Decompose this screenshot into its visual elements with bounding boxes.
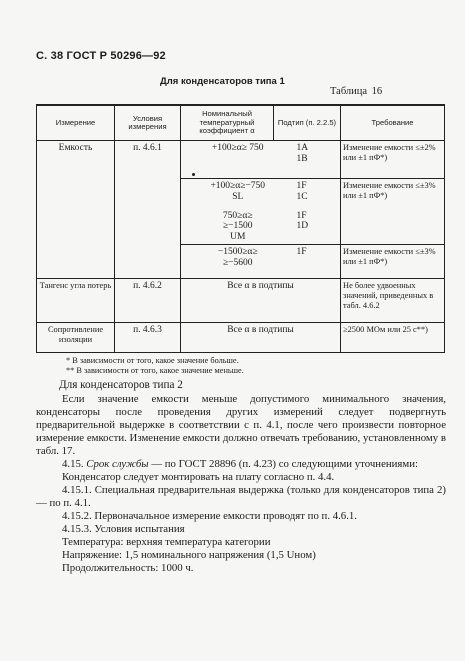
- p415-title: Срок службы: [86, 458, 149, 470]
- cell-coefficient: +100≥α≥−750 SL: [181, 179, 295, 209]
- cell-requirement: Не более удвоенных значений, приведенных в табл. 4.6.2: [341, 279, 445, 323]
- col-header-measurement: Измерение: [37, 105, 115, 141]
- col-header-requirement: Требование: [341, 105, 445, 141]
- footnote-2: ** В зависимости от того, какое значение меньше.: [66, 366, 244, 375]
- cell-subtype: 1А 1В: [295, 141, 341, 179]
- paragraph-4-15-3: 4.15.3. Условия испытания: [62, 523, 185, 535]
- cell-requirement: ≥2500 МОм или 25 с**): [341, 323, 445, 353]
- table-row: [37, 245, 445, 279]
- table-mark: [192, 173, 195, 176]
- body-text: [36, 379, 446, 575]
- col-header-coefficient: Номинальный температурный коэффициент α: [181, 105, 274, 141]
- paragraph-4-15: [36, 458, 446, 471]
- table-row: [37, 141, 445, 179]
- paragraph-4-15-2: 4.15.2. Первоначальное измерение емкости проводят по п. 4.6.1.: [62, 510, 358, 522]
- p415-text: — по ГОСТ 28896 (п. 4.23) со следующими уточнениями:: [148, 458, 419, 470]
- type2-heading: Для конденсаторов типа 2: [59, 379, 183, 391]
- footnote-1: * В зависимости от того, какое значение больше.: [66, 356, 239, 365]
- requirements-table: [36, 104, 445, 353]
- table-caption: [330, 86, 382, 97]
- test-duration: Продолжительность: 1000 ч.: [62, 562, 194, 574]
- cell-subtype: 1F 1D: [295, 209, 341, 245]
- cell-coefficient: 750≥α≥ ≥−1500 UM: [181, 209, 295, 245]
- col-header-subtype: Подтип (п. 2.2.5): [274, 105, 341, 141]
- table-row: [37, 179, 445, 209]
- col-header-condition: Условия измерения: [115, 105, 181, 141]
- table-number: 16: [371, 86, 383, 97]
- cell-subtype: 1F: [295, 245, 341, 279]
- paragraph-mount: Конденсатор следует монтировать на плату согласно п. 4.4.: [62, 471, 335, 483]
- cell-condition: п. 4.6.1: [115, 141, 181, 179]
- table-header-row: [37, 105, 445, 141]
- cell-coefficient: Все α в подтипы: [181, 323, 341, 353]
- cell-requirement: Изменение емкости ≤±2% или ±1 пФ*): [341, 141, 445, 179]
- table-row: [37, 323, 445, 353]
- cell-subtype: 1F 1C: [295, 179, 341, 209]
- p415-number: 4.15.: [62, 458, 84, 470]
- table-row: [37, 279, 445, 323]
- test-voltage: Напряжение: 1,5 номинального напряжения (1,5 Uном): [62, 549, 316, 561]
- paragraph-capacitance: Если значение емкости меньше допустимого минимального значения, конденсаторы после проведения других измерений следует подвергнуть предварительной выдержке в соответствии с п. 4.1, после чего произвести повторное измерение емкости. Изменение емкости должно отвечать требованию, установленному в табл. 17.: [36, 393, 446, 457]
- cell-requirement: Изменение емкости ≤±3% или ±1 пФ*): [341, 245, 445, 279]
- cell-condition: п. 4.6.3: [115, 323, 181, 353]
- cell-coefficient: −1500≥α≥ ≥−5600: [181, 245, 295, 279]
- paragraph-4-15-1: 4.15.1. Специальная предварительная выдержка (только для конденсаторов типа 2) — по п. 4.1.: [36, 484, 446, 509]
- page-header: С. 38 ГОСТ Р 50296—92: [36, 50, 166, 62]
- cell-condition: п. 4.6.2: [115, 279, 181, 323]
- cell-measurement: Тангенс угла потерь: [37, 279, 115, 323]
- cell-requirement: Изменение емкости ≤±3% или ±1 пФ*): [341, 179, 445, 245]
- test-temperature: Температура: верхняя температура категории: [62, 536, 271, 548]
- cell-measurement: Емкость: [37, 141, 115, 179]
- table-label: Таблица: [330, 86, 368, 97]
- cell-measurement: Сопротивление изоляции: [37, 323, 115, 353]
- cell-coefficient: +100≥α≥ 750: [181, 141, 295, 179]
- cell-coefficient: Все α в подтипы: [181, 279, 341, 323]
- table-title: Для конденсаторов типа 1: [160, 76, 285, 87]
